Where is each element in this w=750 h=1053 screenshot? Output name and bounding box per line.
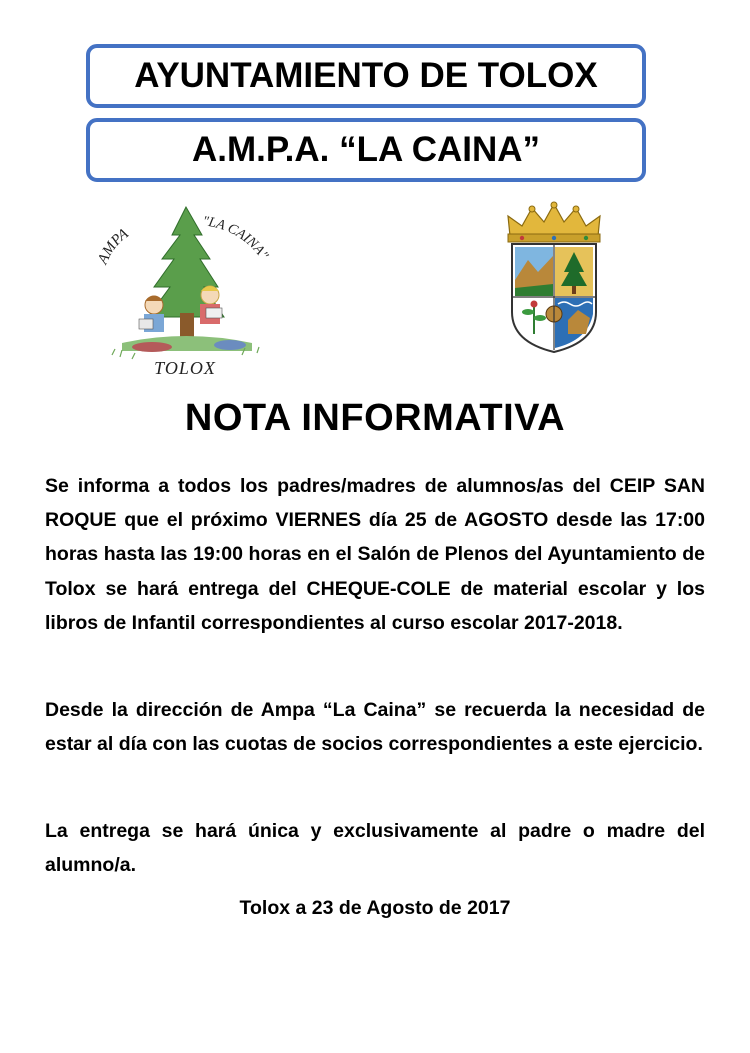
header-title-ampa: A.M.P.A. “LA CAINA”: [191, 130, 541, 169]
header-box-ampa: [86, 118, 646, 182]
svg-text:"LA CAINA": [201, 214, 270, 263]
tolox-coat-of-arms-icon: [498, 200, 610, 354]
header-box-ayuntamiento: [86, 44, 646, 108]
notice-paragraph-1: Se informa a todos los padres/madres de alumnos/as del CEIP SAN ROQUE que el próximo VIERNES día 25 de AGOSTO desde las 17:00 horas hasta las 19:00 horas en el Salón de Plenos del Ayuntamiento de Tolox se hará entrega del CHEQUE-COLE de material escolar y los libros de Infantil correspondientes al curso escolar 2017-2018.: [45, 475, 705, 634]
ampa-logo-text-left: AMPA: [95, 225, 132, 267]
tree-with-children-icon: [92, 195, 278, 365]
header-title-ayuntamiento: AYUNTAMIENTO DE TOLOX: [134, 56, 598, 95]
date-line: Tolox a 23 de Agosto de 2017: [239, 897, 511, 919]
notice-paragraph-2: Desde la dirección de Ampa “La Caina” se recuerda la necesidad de estar al día con las cuotas de socios correspondientes a este ejercicio.: [45, 699, 705, 756]
ampa-logo: [92, 195, 278, 385]
ampa-logo-text-right: "LA CAINA": [201, 214, 271, 263]
ampa-logo-caption: TOLOX: [154, 358, 216, 378]
svg-text:AMPA: [95, 225, 133, 267]
coat-of-arms: [498, 200, 610, 354]
notice-title: NOTA INFORMATIVA: [184, 397, 566, 439]
notice-paragraph-3: La entrega se hará única y exclusivamente al padre o madre del alumno/a.: [45, 820, 705, 877]
